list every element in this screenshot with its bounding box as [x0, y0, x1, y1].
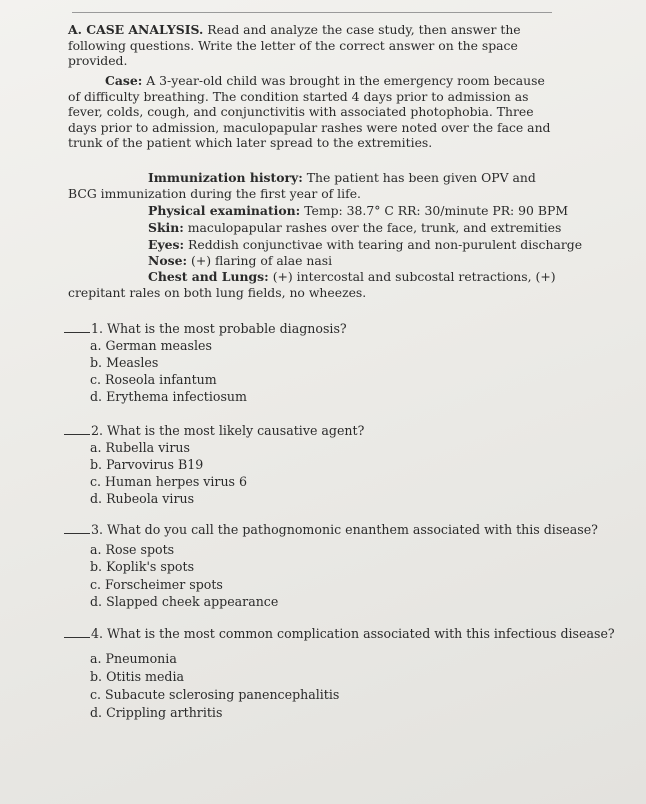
answer-blank-3[interactable]	[64, 533, 90, 534]
nose-text: (+) flaring of alae nasi	[190, 253, 333, 268]
case-label: Case:	[105, 73, 143, 88]
physical-exam-line	[148, 203, 568, 219]
case-text: A 3-year-old child was brought in the emergency room because of difficulty breathing. The condition started 4 days prior to admission as fever, colds, cough, and conjunctivitis with associated photophobia. Three days prior to admission, maculopapular rashes were noted over the face and trunk of the patient which later spread to the extremities.	[68, 73, 551, 150]
question-4	[64, 625, 615, 642]
question-2	[64, 422, 364, 439]
immunization-paragraph	[68, 170, 560, 201]
eyes-label: Eyes:	[148, 237, 185, 252]
q2-option-a: a. Rubella virus	[90, 440, 190, 455]
question-4-text: 4. What is the most common complication associated with this infectious disease?	[91, 626, 615, 641]
chest-paragraph	[68, 269, 568, 300]
q1-option-d: d. Erythema infectiosum	[90, 389, 247, 404]
answer-blank-4[interactable]	[64, 637, 90, 638]
chest-label: Chest and Lungs:	[148, 269, 269, 284]
skin-line	[148, 220, 588, 236]
answer-blank-1[interactable]	[64, 332, 90, 333]
question-1-text: 1. What is the most probable diagnosis?	[91, 321, 347, 336]
pe-vitals: Temp: 38.7° C RR: 30/minute PR: 90 BPM	[304, 203, 569, 218]
question-3	[64, 521, 598, 538]
q3-option-c: c. Forscheimer spots	[90, 577, 223, 592]
q4-option-c: c. Subacute sclerosing panencephalitis	[90, 687, 340, 702]
q3-option-a: a. Rose spots	[90, 542, 175, 557]
q4-option-b: b. Otitis media	[90, 669, 185, 684]
top-rule	[72, 12, 552, 13]
chest-text: (+) intercostal and subcostal retractions, (+) crepitant rales on both lung fields, no wheezes.	[68, 269, 556, 300]
q2-option-d: d. Rubeola virus	[90, 491, 195, 506]
eyes-line	[148, 237, 588, 253]
q1-option-a: a. German measles	[90, 338, 212, 353]
q3-option-b: b. Koplik's spots	[90, 559, 195, 574]
section-header	[68, 22, 560, 69]
q1-option-c: c. Roseola infantum	[90, 372, 217, 387]
section-title: A. CASE ANALYSIS.	[68, 22, 204, 37]
section-instructions: Read and analyze the case study, then answer the following questions. Write the letter of the correct answer on the space provided.	[68, 22, 521, 68]
case-paragraph	[68, 73, 560, 151]
q2-option-c: c. Human herpes virus 6	[90, 474, 248, 489]
q3-option-d: d. Slapped cheek appearance	[90, 594, 279, 609]
immunization-text: The patient has been given OPV and BCG immunization during the first year of life.	[68, 170, 536, 201]
skin-label: Skin:	[148, 220, 184, 235]
question-3-text: 3. What do you call the pathognomonic enanthem associated with this disease?	[91, 522, 598, 537]
nose-label: Nose:	[148, 253, 188, 268]
skin-text: maculopapular rashes over the face, trunk, and extremities	[187, 220, 562, 235]
nose-line	[148, 253, 588, 269]
eyes-text: Reddish conjunctivae with tearing and non-purulent discharge	[188, 237, 583, 252]
q2-option-b: b. Parvovirus B19	[90, 457, 204, 472]
question-2-text: 2. What is the most likely causative agent?	[91, 423, 365, 438]
immunization-label: Immunization history:	[148, 170, 303, 185]
question-1	[64, 320, 347, 337]
q4-option-d: d. Crippling arthritis	[90, 705, 223, 720]
q4-option-a: a. Pneumonia	[90, 651, 177, 666]
answer-blank-2[interactable]	[64, 434, 90, 435]
pe-label: Physical examination:	[148, 203, 301, 218]
q1-option-b: b. Measles	[90, 355, 159, 370]
